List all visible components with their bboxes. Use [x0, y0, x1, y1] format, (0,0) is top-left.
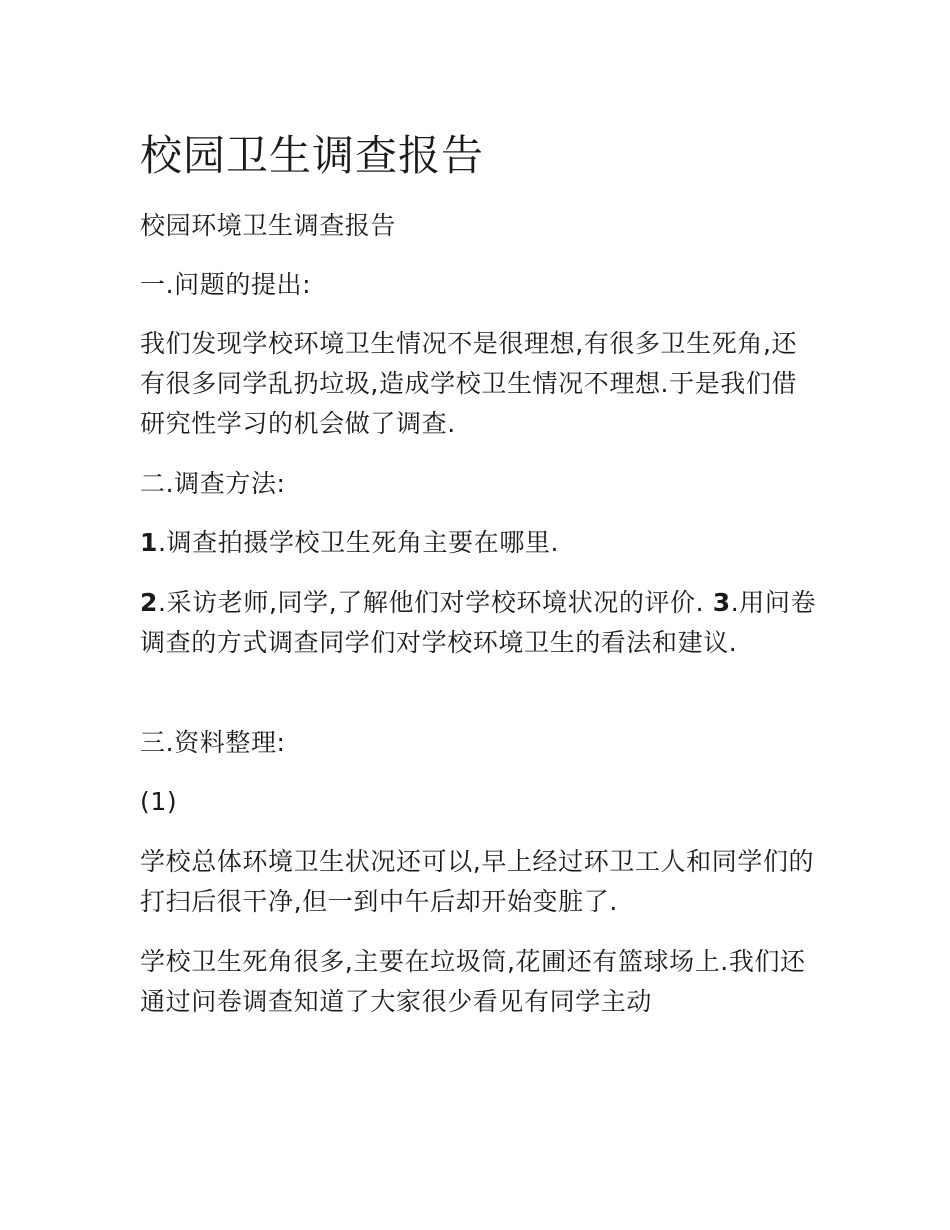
- method-number: 1: [140, 528, 158, 557]
- section1-heading: 一.问题的提出:: [140, 270, 312, 299]
- section1-body: 我们发现学校环境卫生情况不是很理想,有很多卫生死角,还有很多同学乱扔垃圾,造成学校卫生情况不理想.于是我们借研究性学习的机会做了调查.: [140, 329, 798, 438]
- method-number: 2: [140, 588, 158, 617]
- document-title: 校园卫生调查报告: [140, 131, 485, 180]
- method-items-2-3: [140, 583, 820, 663]
- method-text: .调查拍摄学校卫生死角主要在哪里.: [158, 528, 560, 557]
- paragraph-overall: 学校总体环境卫生状况还可以,早上经过环卫工人和同学们的打扫后很干净,但一到中午后却开始变脏了.: [140, 847, 815, 916]
- section2-heading: 二.调查方法:: [140, 469, 286, 498]
- item-label: (1): [140, 787, 178, 816]
- section3-heading: 三.资料整理:: [140, 728, 286, 757]
- method-text: .用问卷调查的方式调查同学们对学校环境卫生的看法和建议.: [140, 588, 817, 657]
- method-number: 3: [712, 588, 731, 617]
- paragraph-dead-corners: 学校卫生死角很多,主要在垃圾筒,花圃还有篮球场上.我们还通过问卷调查知道了大家很少看见有同学主动: [140, 947, 806, 1016]
- document-subtitle: 校园环境卫生调查报告: [140, 211, 397, 240]
- method-item-1: [140, 523, 820, 563]
- method-text: .采访老师,同学,了解他们对学校环境状况的评价.: [158, 588, 713, 617]
